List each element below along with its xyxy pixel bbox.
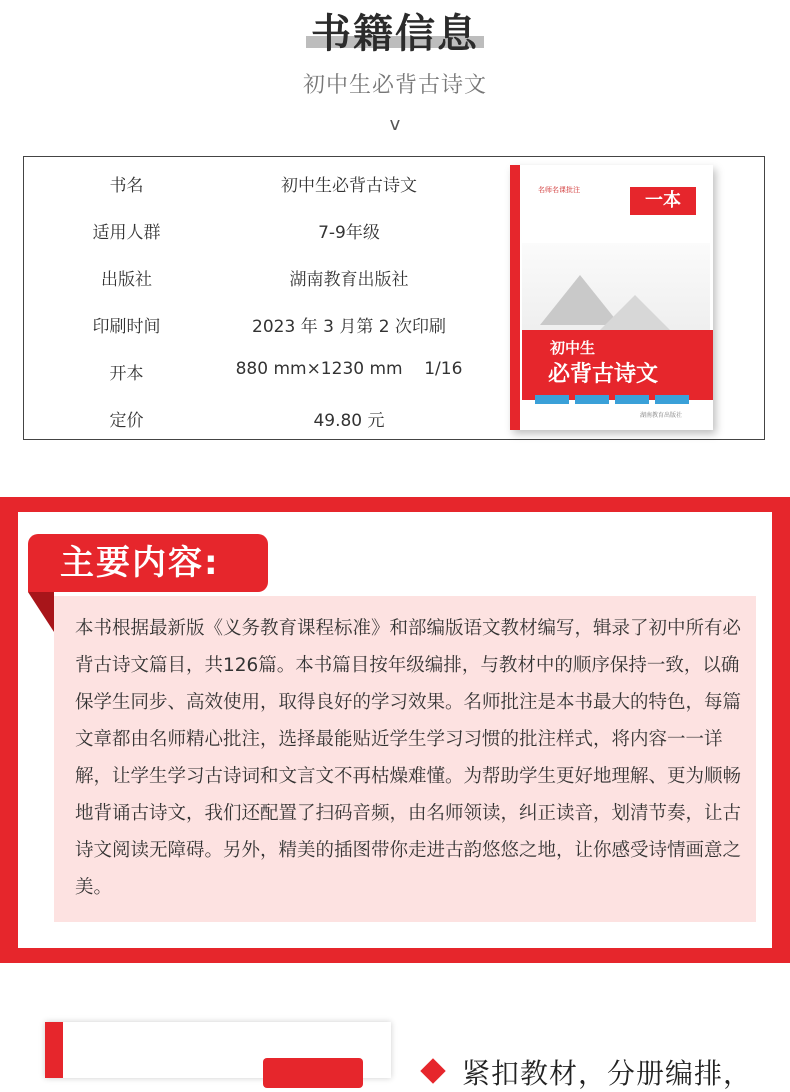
cover-brand-logo	[263, 1058, 363, 1088]
diamond-bullet-icon	[420, 1058, 445, 1083]
info-label: 印刷时间	[92, 317, 161, 337]
cover-tags	[535, 389, 705, 399]
info-row	[24, 265, 504, 311]
info-label: 定价	[109, 411, 144, 431]
info-row	[24, 218, 504, 264]
info-value: 880 mm×1230 mm 1/16	[235, 359, 463, 379]
info-value: 49.80 元	[313, 411, 385, 431]
cover-tag	[655, 395, 689, 404]
info-row	[24, 312, 504, 358]
book-spine	[45, 1022, 63, 1078]
cover-tag	[615, 395, 649, 404]
chevron-down-icon: v	[389, 114, 401, 135]
page-subtitle: 初中生必背古诗文	[302, 73, 487, 98]
main-content-text: 本书根据最新版《义务教育课程标准》和部编版语文教材编写，辑录了初中所有必背古诗文篇目，共126篇。本书篇目按年级编排，与教材中的顺序保持一致，以确保学生同步、高效使用，取得良好的学习效果。名师批注是本书最大的特色，每篇文章都由名师精心批注，选择最能贴近学生学习习惯的批注样式，将内容一一详解，让学生学习古诗词和文言文不再枯燥难懂。为帮助学生更好地理解、更为顺畅地背诵古诗文，我们还配置了扫码音频，由名师领读，纠正读音，划清节奏，让古诗文阅读无障碍。另外，精美的插图带你走进古韵悠悠之地，让你感受诗情画意之美。	[75, 618, 742, 898]
bottom-book-image	[45, 1022, 391, 1078]
info-label: 书名	[109, 176, 144, 196]
tab-fold	[28, 592, 54, 632]
book-spine	[510, 165, 520, 430]
info-row	[24, 406, 504, 452]
cover-tag	[575, 395, 609, 404]
info-value: 湖南教育出版社	[289, 270, 409, 290]
main-content-heading: 主要内容:	[28, 534, 268, 592]
mountain-shape	[600, 295, 670, 330]
feature-heading: 紧扣教材，分册编排，	[462, 1057, 753, 1090]
info-label: 适用人群	[92, 223, 161, 243]
cover-tag	[535, 395, 569, 404]
info-label: 出版社	[101, 270, 152, 290]
info-row	[24, 171, 504, 217]
info-value: 7-9年级	[318, 223, 380, 243]
cover-top-text: 名师名课批注	[538, 186, 580, 194]
info-value: 初中生必背古诗文	[281, 176, 417, 196]
cover-publisher: 湖南教育出版社	[640, 412, 683, 419]
cover-title: 必背古诗文	[548, 362, 659, 387]
info-value: 2023 年 3 月第 2 次印刷	[252, 317, 446, 337]
page-title: 书籍信息	[311, 11, 479, 57]
cover-subtitle: 初中生	[550, 339, 596, 357]
cover-brand-logo: 一本	[630, 187, 696, 215]
info-label: 开本	[109, 364, 144, 384]
book-cover-image	[510, 165, 713, 430]
info-row	[24, 359, 504, 405]
